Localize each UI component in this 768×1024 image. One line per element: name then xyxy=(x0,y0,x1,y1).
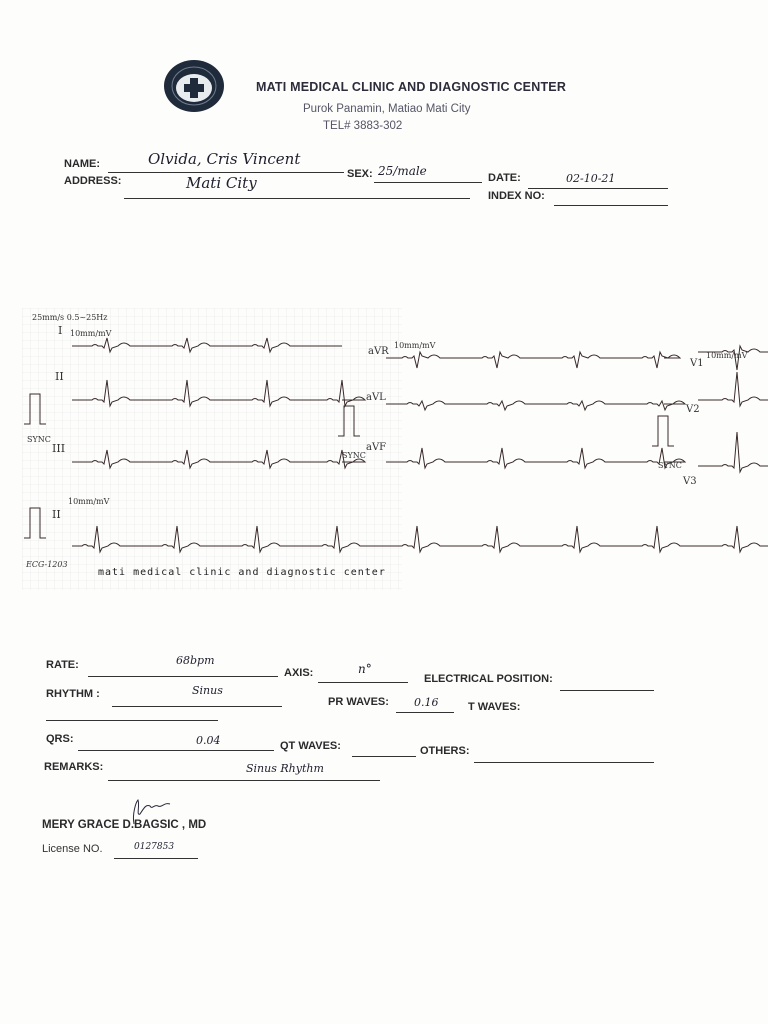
address-field[interactable]: Mati City xyxy=(186,174,257,192)
name-field[interactable]: Olvida, Cris Vincent xyxy=(148,150,301,168)
gain-label-v1: 10mm/mV xyxy=(706,351,748,360)
t-waves-label: T WAVES: xyxy=(468,701,521,713)
clinic-name: MATI MEDICAL CLINIC AND DIAGNOSTIC CENTER xyxy=(256,80,567,94)
ecg-strip xyxy=(22,308,768,590)
ecg-speed: 25mm/s 0.5~25Hz xyxy=(32,313,108,322)
qrs-label: QRS: xyxy=(46,733,74,745)
sync-label-2: SYNC xyxy=(342,451,366,460)
trace-lead-avf xyxy=(386,448,685,468)
axis-field[interactable]: n° xyxy=(358,662,372,676)
sync-label-3: SYNC xyxy=(658,461,682,470)
trace-lead-v2 xyxy=(698,372,768,406)
remarks-field[interactable]: Sinus Rhythm xyxy=(246,762,324,775)
pr-waves-label: PR WAVES: xyxy=(328,696,389,708)
name-label: NAME: xyxy=(64,158,101,170)
clinic-telephone: TEL# 3883-302 xyxy=(323,120,403,132)
lead-label-v1: V1 xyxy=(690,358,704,369)
address-label: ADDRESS: xyxy=(64,175,122,187)
date-label: DATE: xyxy=(488,172,521,184)
axis-label: AXIS: xyxy=(284,667,314,679)
lead-label-ii: II xyxy=(55,370,64,383)
sex-label: SEX: xyxy=(347,168,373,180)
lead-label-v2: V2 xyxy=(686,404,700,415)
clinic-address: Purok Panamin, Matiao Mati City xyxy=(303,103,471,115)
lead-label-i: I xyxy=(58,324,63,337)
gain-label-avr: 10mm/mV xyxy=(394,341,436,350)
trace-lead-avr xyxy=(386,352,680,368)
lead-label-avl: aVL xyxy=(366,392,386,403)
ecg-footer: mati medical clinic and diagnostic center xyxy=(98,567,386,578)
date-field[interactable]: 02-10-21 xyxy=(566,172,616,185)
lead-label-v3: V3 xyxy=(683,476,697,487)
clinic-logo xyxy=(162,58,226,114)
lead-label-avr: aVR xyxy=(368,346,389,357)
gain-label: 10mm/mV xyxy=(70,329,112,338)
trace-lead-avl xyxy=(386,401,685,410)
trace-lead-v3 xyxy=(698,432,768,472)
index-label: INDEX NO: xyxy=(488,190,545,202)
device-label: ECG-1203 xyxy=(26,560,68,569)
rhythm-field[interactable]: Sinus xyxy=(192,684,223,697)
lead-label-rhythm-ii: II xyxy=(52,508,61,521)
lead-label-avf: aVF xyxy=(366,442,387,453)
rate-label: RATE: xyxy=(46,659,79,671)
remarks-label: REMARKS: xyxy=(44,761,104,773)
qt-waves-label: QT WAVES: xyxy=(280,740,341,752)
electrical-position-label: ELECTRICAL POSITION: xyxy=(424,673,553,685)
license-label: License NO. xyxy=(42,843,103,855)
pr-waves-field[interactable]: 0.16 xyxy=(414,696,439,709)
calibration-pulse-3 xyxy=(652,416,674,446)
gain-label-rhythm: 10mm/mV xyxy=(68,497,110,506)
others-label: OTHERS: xyxy=(420,745,470,757)
sex-field[interactable]: 25/male xyxy=(378,164,427,178)
qrs-field[interactable]: 0.04 xyxy=(196,734,221,747)
lead-label-iii: III xyxy=(52,442,66,455)
rhythm-label: RHYTHM : xyxy=(46,688,100,700)
license-field[interactable]: 0127853 xyxy=(134,842,175,852)
physician-name: MERY GRACE D.BAGSIC , MD xyxy=(42,819,207,831)
rate-field[interactable]: 68bpm xyxy=(176,654,215,667)
sync-label: SYNC xyxy=(27,435,51,444)
